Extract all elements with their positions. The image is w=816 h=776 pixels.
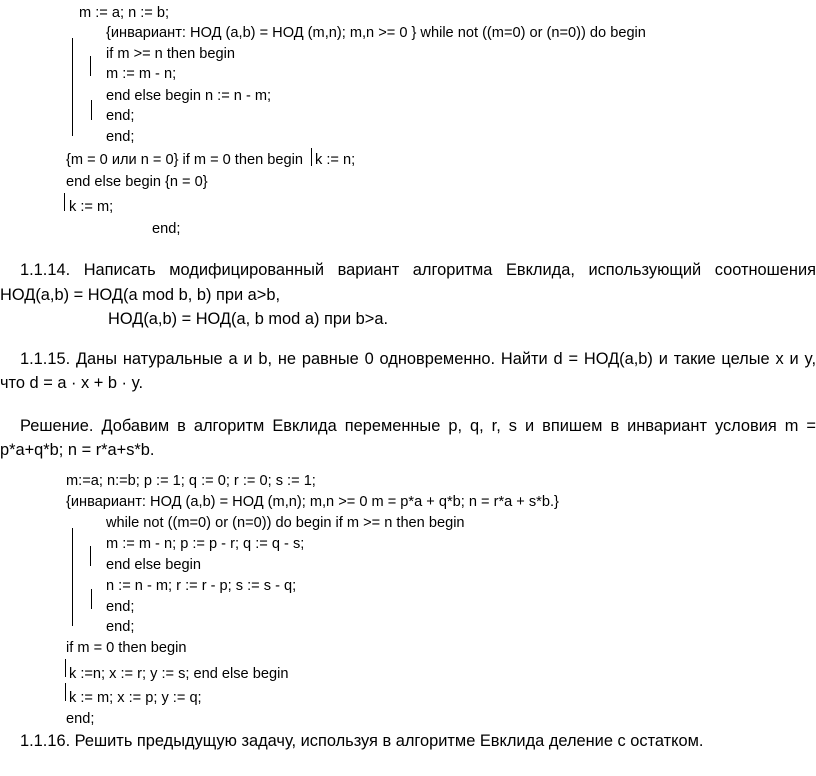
task-text: что d = a · x + b · y. bbox=[0, 374, 144, 392]
block-bar bbox=[72, 528, 73, 626]
solution-text: p*a+q*b; n = r*a+s*b. bbox=[0, 441, 155, 459]
block-bar bbox=[65, 659, 66, 677]
code-line: end; bbox=[106, 129, 135, 145]
code-line: {m = 0 или n = 0} if m = 0 then begin bbox=[66, 152, 303, 168]
block-bar bbox=[90, 56, 91, 76]
code-line: if m >= n then begin bbox=[106, 46, 235, 62]
block-bar bbox=[90, 546, 91, 566]
block-bar bbox=[91, 589, 92, 609]
code-line: m := m - n; p := p - r; q := q - s; bbox=[106, 536, 305, 552]
block-bar bbox=[311, 148, 312, 166]
code-line: {инвариант: НОД (a,b) = НОД (m,n); m,n >= 0 m = p*a + q*b; n = r*a + s*b.} bbox=[66, 494, 559, 510]
code-line: n := n - m; r := r - p; s := s - q; bbox=[106, 578, 297, 594]
code-line: while not ((m=0) or (n=0)) do begin if m >= n then begin bbox=[106, 515, 465, 531]
task-text: 1.1.16. Решить предыдущую задачу, используя в алгоритме Евклида деление с остатком. bbox=[20, 732, 704, 750]
task-text: НОД(a,b) = НОД(a mod b, b) при a>b, bbox=[0, 286, 281, 304]
code-line: end else begin n := n - m; bbox=[106, 88, 272, 104]
solution-text: Решение. Добавим в алгоритм Евклида переменные p, q, r, s и впишем в инвариант условия m = bbox=[20, 417, 816, 435]
block-bar bbox=[64, 193, 65, 211]
code-line: end else begin bbox=[106, 557, 201, 573]
code-line: m := m - n; bbox=[106, 66, 177, 82]
code-line: end; bbox=[106, 619, 135, 635]
code-line: m:=a; n:=b; p := 1; q := 0; r := 0; s := 1; bbox=[66, 473, 316, 489]
code-line: k := n; bbox=[315, 152, 356, 168]
code-line: end; bbox=[106, 108, 135, 124]
block-bar bbox=[91, 100, 92, 120]
code-line: end else begin {n = 0} bbox=[66, 174, 208, 190]
code-line: m := a; n := b; bbox=[79, 5, 170, 21]
code-line: k := m; x := p; y := q; bbox=[69, 690, 202, 706]
code-line: if m = 0 then begin bbox=[66, 640, 187, 656]
block-bar bbox=[65, 683, 66, 701]
task-text: НОД(a,b) = НОД(a, b mod a) при b>a. bbox=[108, 310, 389, 328]
code-line: end; bbox=[106, 599, 135, 615]
code-line: end; bbox=[66, 711, 95, 727]
code-line: k :=n; x := r; y := s; end else begin bbox=[69, 666, 289, 682]
task-text: 1.1.15. Даны натуральные a и b, не равные 0 одновременно. Найти d = НОД(a,b) и такие целые x и y, bbox=[20, 350, 816, 368]
task-text: 1.1.14. Написать модифицированный вариант алгоритма Евклида, использующий соотношения bbox=[20, 261, 816, 279]
code-line: {инвариант: НОД (a,b) = НОД (m,n); m,n >= 0 } while not ((m=0) or (n=0)) do begin bbox=[106, 25, 646, 41]
code-line: k := m; bbox=[69, 199, 114, 215]
block-bar bbox=[72, 38, 73, 136]
code-line: end; bbox=[152, 221, 181, 237]
